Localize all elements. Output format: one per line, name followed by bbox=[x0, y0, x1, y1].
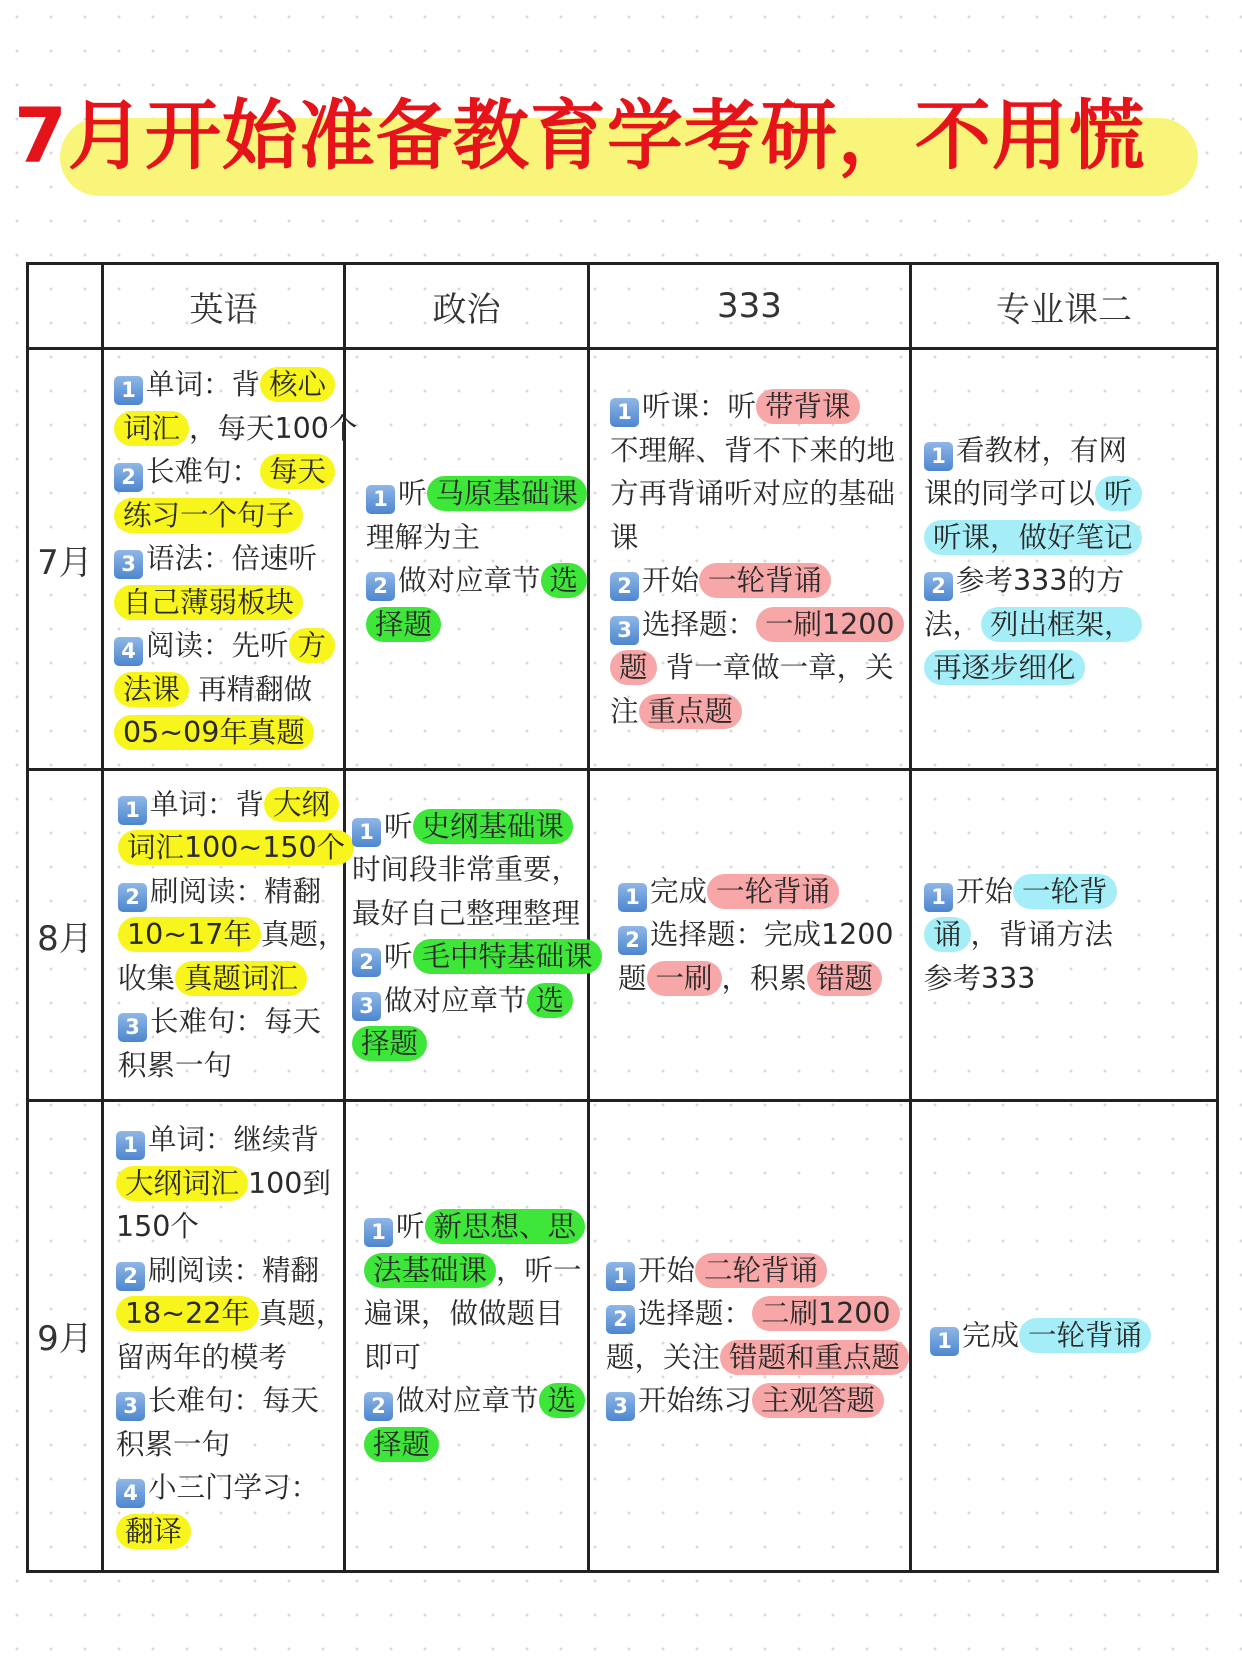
cell-line bbox=[116, 1379, 333, 1423]
text-run: 即可 bbox=[364, 1340, 422, 1374]
highlight-yellow: 18~22年 bbox=[116, 1296, 259, 1331]
text-run: 题 bbox=[618, 961, 647, 995]
highlight-cyan: 再逐步细化 bbox=[924, 650, 1085, 685]
text-run: 真题， bbox=[260, 918, 347, 952]
highlight-pink: 错题和重点题 bbox=[720, 1340, 909, 1375]
text-run: 遍课，做做题目 bbox=[364, 1297, 564, 1331]
cell-line bbox=[924, 472, 1206, 516]
number-badge: 1 bbox=[610, 398, 639, 427]
text-run: 最好自己整理整理 bbox=[352, 896, 581, 930]
number-badge: 2 bbox=[116, 1262, 145, 1291]
text-run: 做对应章节 bbox=[396, 1384, 539, 1418]
text-run: 长难句：每天 bbox=[148, 1384, 320, 1418]
text-run: 开始 bbox=[638, 1253, 696, 1287]
cell-line bbox=[114, 668, 333, 712]
cell-line bbox=[606, 1292, 899, 1336]
highlight-green: 择题 bbox=[364, 1427, 439, 1462]
text-run: 方再背诵听对应的基础 bbox=[610, 477, 896, 511]
row-september bbox=[28, 1100, 1218, 1571]
cell-line bbox=[610, 603, 899, 647]
cell-line bbox=[114, 624, 333, 668]
title-banner bbox=[0, 78, 1242, 208]
number-badge: 2 bbox=[610, 572, 639, 601]
cell-major-two bbox=[911, 1100, 1218, 1571]
cell-line bbox=[924, 429, 1206, 473]
cell-line bbox=[366, 472, 577, 516]
cell-line bbox=[116, 1510, 333, 1554]
highlight-green: 选 bbox=[539, 1383, 586, 1418]
number-badge: 3 bbox=[116, 1392, 145, 1421]
highlight-green: 法基础课 bbox=[364, 1253, 496, 1288]
highlight-yellow: 05~09年真题 bbox=[114, 715, 314, 750]
cell-line bbox=[366, 603, 577, 647]
cell-line bbox=[352, 848, 581, 892]
cell-line bbox=[364, 1423, 577, 1467]
cell-line bbox=[610, 559, 899, 603]
text-run: 课 bbox=[610, 520, 639, 554]
cell-politics bbox=[345, 770, 593, 1100]
highlight-pink: 二轮背诵 bbox=[695, 1253, 827, 1288]
cell-line bbox=[116, 1162, 333, 1206]
text-run: 时间段非常重要， bbox=[352, 853, 581, 887]
highlight-green: 史纲基础课 bbox=[413, 809, 574, 844]
number-badge: 1 bbox=[924, 442, 953, 471]
cell-line bbox=[352, 1022, 577, 1066]
highlight-yellow: 大纲词汇 bbox=[116, 1166, 248, 1201]
number-badge: 3 bbox=[352, 992, 381, 1021]
highlight-pink: 错题 bbox=[807, 961, 882, 996]
text-run: 注 bbox=[610, 694, 639, 728]
highlight-cyan: 一轮背诵 bbox=[1019, 1318, 1151, 1353]
cell-line bbox=[610, 429, 899, 473]
highlight-green: 毛中特基础课 bbox=[413, 939, 602, 974]
cell-line bbox=[610, 472, 899, 516]
text-run: 理解为主 bbox=[366, 520, 481, 554]
text-run: 收集 bbox=[118, 961, 176, 995]
cell-line bbox=[366, 516, 577, 560]
text-run: ，每天100个 bbox=[189, 411, 358, 445]
text-run: 不理解、背不下来的地 bbox=[610, 433, 896, 467]
cell-line bbox=[118, 1044, 333, 1088]
cell-line bbox=[610, 516, 899, 560]
number-badge: 2 bbox=[606, 1305, 635, 1334]
highlight-yellow: 翻译 bbox=[116, 1514, 191, 1549]
cell-333 bbox=[589, 349, 911, 770]
text-run: 刷阅读：精翻 bbox=[148, 1253, 320, 1287]
cell-major-two bbox=[911, 349, 1218, 770]
cell-english bbox=[103, 349, 358, 770]
text-run: 小三门学习： bbox=[148, 1471, 320, 1505]
cell-line bbox=[930, 1314, 1206, 1358]
highlight-pink: 题 bbox=[610, 650, 657, 685]
cell-line bbox=[116, 1118, 333, 1162]
cell-line bbox=[924, 603, 1206, 647]
text-run: 阅读：先听 bbox=[146, 629, 289, 663]
highlight-cyan: 听 bbox=[1095, 476, 1142, 511]
cell-line bbox=[364, 1379, 577, 1423]
cell-line bbox=[364, 1336, 577, 1380]
highlight-pink: 带背课 bbox=[756, 389, 860, 424]
cell-line bbox=[352, 935, 593, 979]
text-run: 开始 bbox=[956, 874, 1014, 908]
highlight-pink: 一刷 bbox=[647, 961, 722, 996]
text-run: 选择题：完成1200 bbox=[650, 918, 894, 952]
cell-line bbox=[116, 1466, 333, 1510]
number-badge: 1 bbox=[366, 485, 395, 514]
number-badge: 3 bbox=[606, 1392, 635, 1421]
number-badge: 3 bbox=[610, 616, 639, 645]
cell-line bbox=[610, 646, 899, 690]
cell-line bbox=[606, 1249, 899, 1293]
highlight-pink: 主观答题 bbox=[752, 1383, 884, 1418]
highlight-green: 马原基础课 bbox=[427, 476, 588, 511]
text-run: 听课：听 bbox=[642, 390, 757, 424]
number-badge: 2 bbox=[364, 1392, 393, 1421]
text-run: 长难句：每天 bbox=[150, 1005, 322, 1039]
text-run: 再精翻做 bbox=[189, 672, 313, 706]
cell-line bbox=[114, 450, 333, 494]
number-badge: 1 bbox=[352, 818, 381, 847]
cell-line bbox=[366, 559, 577, 603]
cell-line bbox=[116, 1249, 333, 1293]
highlight-pink: 二刷1200 bbox=[752, 1296, 900, 1331]
highlight-yellow: 法课 bbox=[114, 672, 189, 707]
header-politics: 政治 bbox=[345, 264, 589, 349]
header-row bbox=[28, 264, 1218, 349]
highlight-pink: 一刷1200 bbox=[756, 607, 904, 642]
cell-line bbox=[364, 1292, 577, 1336]
text-run: 100到 bbox=[248, 1166, 331, 1200]
text-run: 完成 bbox=[962, 1319, 1020, 1353]
text-run: 题，关注 bbox=[606, 1340, 721, 1374]
highlight-yellow: 核心 bbox=[260, 367, 335, 402]
cell-line bbox=[118, 783, 333, 827]
month-label: 7月 bbox=[28, 349, 103, 770]
cell-line bbox=[114, 537, 333, 581]
cell-line bbox=[610, 385, 899, 429]
text-run: 做对应章节 bbox=[398, 564, 541, 598]
highlight-green: 择题 bbox=[352, 1026, 427, 1061]
cell-line bbox=[114, 494, 333, 538]
text-run: 看教材，有网 bbox=[956, 433, 1128, 467]
text-run: ，听一 bbox=[496, 1253, 582, 1287]
text-run: 开始练习 bbox=[638, 1384, 753, 1418]
text-run: 150个 bbox=[116, 1210, 199, 1244]
cell-line bbox=[924, 957, 1206, 1001]
highlight-cyan: 列出框架， bbox=[981, 607, 1142, 642]
text-run: 参考333 bbox=[924, 961, 1036, 995]
cell-line bbox=[364, 1249, 582, 1293]
cell-line bbox=[114, 407, 358, 451]
text-run: 刷阅读：精翻 bbox=[150, 874, 322, 908]
text-run: 选择题： bbox=[638, 1297, 753, 1331]
cell-line bbox=[618, 913, 899, 957]
highlight-green: 择题 bbox=[366, 607, 441, 642]
text-run: 留两年的模考 bbox=[116, 1340, 288, 1374]
text-run: 语法：倍速听 bbox=[146, 542, 318, 576]
cell-line bbox=[924, 516, 1206, 560]
text-run: 积累一句 bbox=[116, 1427, 231, 1461]
cell-line bbox=[606, 1379, 899, 1423]
text-run: 参考333的方 bbox=[956, 564, 1125, 598]
cell-line bbox=[116, 1423, 333, 1467]
number-badge: 1 bbox=[606, 1262, 635, 1291]
cell-line bbox=[618, 957, 899, 1001]
header-major-two: 专业课二 bbox=[911, 264, 1218, 349]
cell-line bbox=[118, 1000, 333, 1044]
cell-line bbox=[924, 870, 1206, 914]
text-run: 听 bbox=[398, 477, 427, 511]
study-plan-table bbox=[26, 262, 1219, 1573]
highlight-yellow: 词汇100~150个 bbox=[118, 830, 354, 865]
cell-line bbox=[114, 363, 333, 407]
header-333: 333 bbox=[589, 264, 911, 349]
number-badge: 1 bbox=[930, 1327, 959, 1356]
text-run: 真题， bbox=[258, 1297, 345, 1331]
text-run: 积累一句 bbox=[118, 1048, 233, 1082]
number-badge: 1 bbox=[116, 1131, 145, 1160]
text-run: 听 bbox=[396, 1210, 425, 1244]
highlight-yellow: 大纲 bbox=[264, 787, 339, 822]
highlight-cyan: 诵 bbox=[924, 917, 971, 952]
highlight-yellow: 词汇 bbox=[114, 411, 189, 446]
number-badge: 3 bbox=[118, 1013, 147, 1042]
cell-line bbox=[114, 711, 333, 755]
highlight-yellow: 练习一个句子 bbox=[114, 498, 303, 533]
cell-line bbox=[618, 870, 899, 914]
row-august bbox=[28, 770, 1218, 1100]
number-badge: 2 bbox=[618, 926, 647, 955]
cell-line bbox=[118, 826, 346, 870]
number-badge: 1 bbox=[364, 1218, 393, 1247]
page-title: 7月开始准备教育学考研，不用慌 bbox=[14, 91, 1146, 180]
cell-line bbox=[364, 1205, 577, 1249]
text-run: 做对应章节 bbox=[384, 983, 527, 1017]
highlight-yellow: 方 bbox=[289, 628, 336, 663]
highlight-green: 选 bbox=[541, 563, 588, 598]
text-run: 法， bbox=[924, 607, 982, 641]
cell-line bbox=[924, 559, 1206, 603]
number-badge: 4 bbox=[116, 1479, 145, 1508]
cell-line bbox=[352, 979, 577, 1023]
text-run: 单词：背 bbox=[150, 787, 265, 821]
text-run: ，背诵方法 bbox=[970, 918, 1114, 952]
cell-line bbox=[114, 581, 333, 625]
cell-line bbox=[116, 1292, 345, 1336]
number-badge: 4 bbox=[114, 637, 143, 666]
highlight-pink: 一轮背诵 bbox=[707, 874, 839, 909]
text-run: 选择题： bbox=[642, 607, 757, 641]
highlight-green: 选 bbox=[527, 983, 574, 1018]
text-run: 长难句： bbox=[146, 455, 261, 489]
highlight-pink: 一轮背诵 bbox=[699, 563, 831, 598]
cell-line bbox=[118, 913, 347, 957]
cell-line bbox=[352, 892, 581, 936]
highlight-yellow: 真题词汇 bbox=[175, 961, 307, 996]
number-badge: 3 bbox=[114, 550, 143, 579]
cell-politics bbox=[345, 349, 589, 770]
cell-english bbox=[103, 770, 345, 1100]
text-run: 听 bbox=[384, 940, 413, 974]
row-july bbox=[28, 349, 1218, 770]
cell-333 bbox=[589, 1100, 911, 1571]
highlight-yellow: 每天 bbox=[260, 454, 335, 489]
number-badge: 1 bbox=[114, 376, 143, 405]
text-run: 单词：继续背 bbox=[148, 1123, 320, 1157]
month-label: 9月 bbox=[28, 1100, 103, 1571]
header-english: 英语 bbox=[103, 264, 345, 349]
cell-line bbox=[116, 1205, 333, 1249]
cell-politics bbox=[345, 1100, 589, 1571]
cell-line bbox=[606, 1336, 899, 1380]
cell-line bbox=[118, 957, 333, 1001]
highlight-cyan: 一轮背 bbox=[1013, 874, 1117, 909]
text-run: ，积累 bbox=[721, 961, 808, 995]
cell-line bbox=[924, 646, 1206, 690]
cell-line bbox=[116, 1336, 333, 1380]
number-badge: 2 bbox=[118, 883, 147, 912]
number-badge: 2 bbox=[352, 948, 381, 977]
cell-line bbox=[352, 805, 577, 849]
highlight-pink: 重点题 bbox=[639, 694, 743, 729]
number-badge: 1 bbox=[924, 883, 953, 912]
cell-333 bbox=[589, 770, 911, 1100]
cell-english bbox=[103, 1100, 345, 1571]
text-run: 听 bbox=[384, 809, 413, 843]
cell-line bbox=[118, 870, 333, 914]
number-badge: 1 bbox=[618, 883, 647, 912]
text-run: 完成 bbox=[650, 874, 708, 908]
highlight-yellow: 自己薄弱板块 bbox=[114, 585, 303, 620]
cell-major-two bbox=[911, 770, 1218, 1100]
highlight-green: 新思想、思 bbox=[425, 1209, 586, 1244]
header-corner bbox=[28, 264, 103, 349]
number-badge: 2 bbox=[924, 572, 953, 601]
cell-line bbox=[610, 690, 899, 734]
text-run: 背一章做一章，关 bbox=[656, 651, 894, 685]
text-run: 开始 bbox=[642, 564, 700, 598]
number-badge: 2 bbox=[114, 463, 143, 492]
month-label: 8月 bbox=[28, 770, 103, 1100]
number-badge: 1 bbox=[118, 796, 147, 825]
cell-line bbox=[924, 913, 1206, 957]
highlight-yellow: 10~17年 bbox=[118, 917, 261, 952]
text-run: 课的同学可以 bbox=[924, 477, 1096, 511]
highlight-cyan: 听课，做好笔记 bbox=[924, 520, 1142, 555]
text-run: 单词：背 bbox=[146, 368, 261, 402]
number-badge: 2 bbox=[366, 572, 395, 601]
